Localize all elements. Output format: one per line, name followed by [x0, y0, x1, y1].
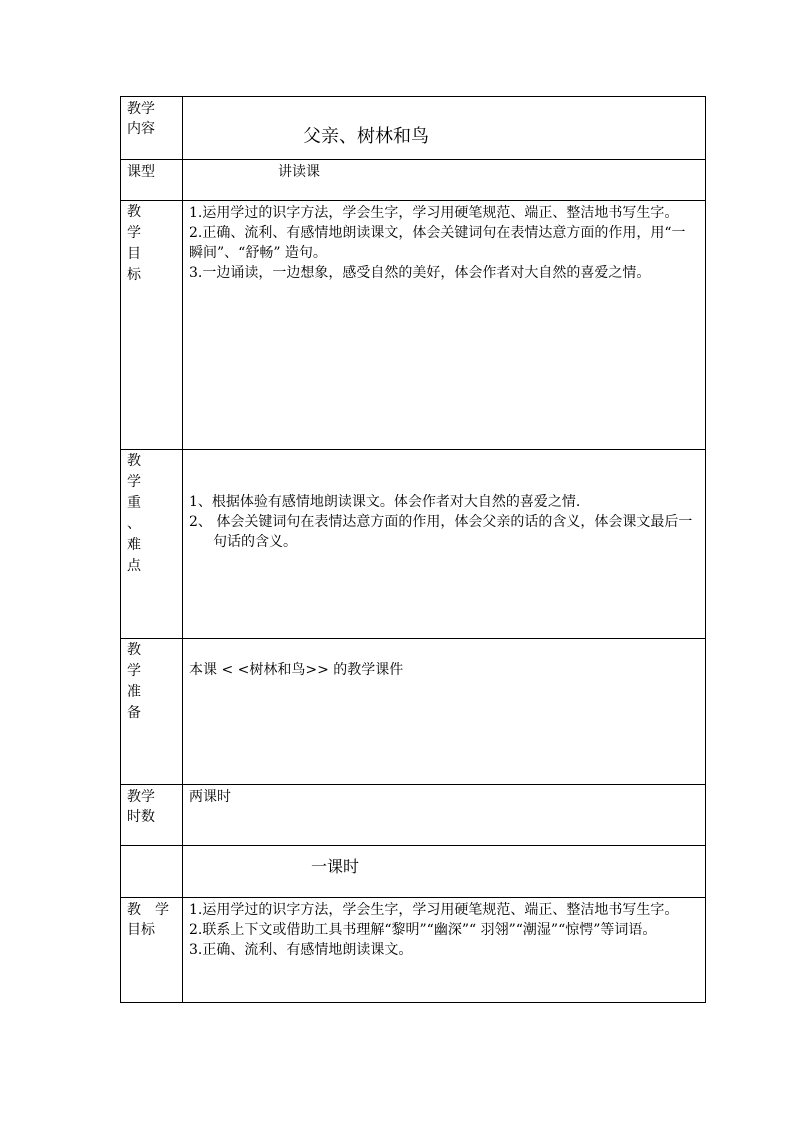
value-cell	[183, 898, 705, 1002]
row-lesson-goals	[120, 897, 706, 1003]
value-cell	[183, 450, 705, 638]
content-label: 教学 内容	[127, 101, 155, 137]
label-cell	[121, 898, 183, 1002]
label-cell	[121, 450, 183, 638]
row-prep	[120, 638, 706, 784]
lesson-goal-item: 3.正确、流利、有感情地朗读课文。	[189, 942, 413, 958]
lesson-heading: 一课时	[311, 857, 360, 876]
row-hours	[120, 784, 706, 845]
type-value: 讲读课	[278, 164, 320, 180]
row-key-points	[120, 449, 706, 638]
goal-item: 1.运用学过的识字方法，学会生字，学习用硬笔规范、端正、整洁地书写生字。	[189, 205, 679, 221]
value-cell	[183, 160, 705, 200]
value-cell	[183, 846, 705, 897]
goals-list	[189, 203, 699, 283]
label-cell	[121, 201, 183, 449]
label-cell	[121, 639, 183, 784]
lesson-title: 父亲、树林和鸟	[303, 126, 429, 147]
goals-label: 教 学 目 标	[127, 204, 141, 283]
row-type	[120, 159, 706, 200]
label-cell	[121, 846, 183, 897]
row-lesson	[120, 845, 706, 897]
row-content	[120, 96, 706, 159]
type-label: 课型	[127, 164, 155, 180]
goal-item: 3.一边诵读，一边想象，感受自然的美好，体会作者对大自然的喜爱之情。	[189, 265, 651, 281]
key-point-item: 2、 体会关键词句在表情达意方面的作用，体会父亲的话的含义，体会课文最后一句话的含义。	[189, 514, 693, 550]
key-point-item: 1、根据体验有感情地朗读课文。体会作者对大自然的喜爱之情.	[189, 494, 581, 510]
key-points-list	[189, 492, 699, 552]
prep-label: 教 学 准 备	[127, 642, 141, 721]
lesson-goal-item: 2.联系上下文或借助工具书理解“黎明”“幽深”“ 羽翎”“潮湿”“惊愕”等词语。	[189, 922, 657, 938]
lesson-goals-label: 教 学 目标	[127, 902, 169, 938]
value-cell	[183, 201, 705, 449]
key-points-label: 教 学 重 、 难 点	[127, 453, 141, 574]
value-cell	[183, 97, 705, 159]
lesson-goal-item: 1.运用学过的识字方法，学会生字，学习用硬笔规范、端正、整洁地书写生字。	[189, 902, 679, 918]
row-goals	[120, 200, 706, 449]
lesson-goals-list	[189, 900, 699, 960]
hours-label: 教学 时数	[127, 789, 155, 825]
label-cell	[121, 785, 183, 845]
hours-value: 两课时	[189, 789, 231, 805]
label-cell	[121, 97, 183, 159]
value-cell	[183, 785, 705, 845]
value-cell	[183, 639, 705, 784]
label-cell	[121, 160, 183, 200]
goal-item: 2.正确、流利、有感情地朗读课文，体会关键词句在表情达意方面的作用，用“一瞬间”、“舒畅” 造句。	[189, 225, 686, 261]
prep-value: 本课 < <树林和鸟>> 的教学课件	[189, 662, 404, 678]
